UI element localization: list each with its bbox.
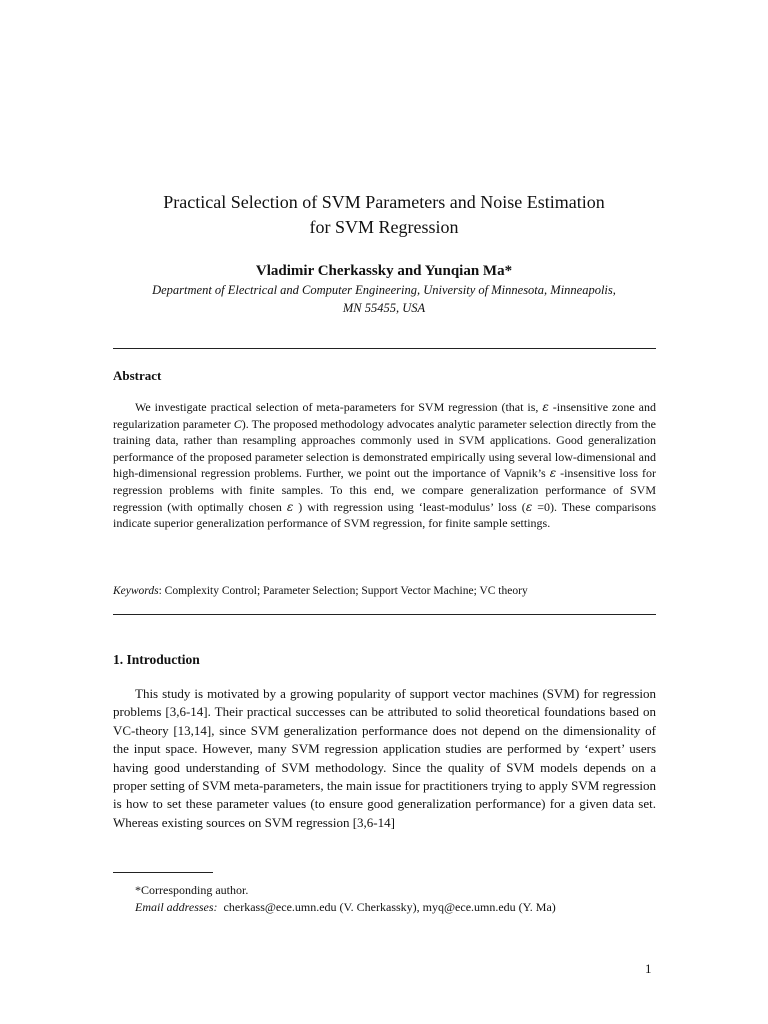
affiliation <box>120 281 648 317</box>
affiliation-line-1: Department of Electrical and Computer Engineering, University of Minnesota, Minneapolis, <box>152 283 616 297</box>
paper-title <box>80 190 688 240</box>
keywords-text: : Complexity Control; Parameter Selection; Support Vector Machine; VC theory <box>158 585 528 597</box>
abstract-part-3: ). The proposed methodology advocates analytic parameter selection directly from the training data, rather than resampling approaches commonly used in SVM applications. Good generalization performance of the proposed parameter selection is demonstrated empirically using several low-dimensional and high-dimensional regression problems. Further, we point out the importance of Vapnik’s <box>113 416 656 481</box>
title-line-1: Practical Selection of SVM Parameters and Noise Estimation <box>163 192 605 212</box>
email-label: Email addresses: <box>135 900 218 914</box>
bottom-rule <box>113 614 656 615</box>
abstract-heading: Abstract <box>113 368 162 383</box>
section-heading-introduction: 1. Introduction <box>113 652 200 667</box>
footnote-corresponding: *Corresponding author. <box>135 883 249 897</box>
parameter-c: C <box>233 416 242 431</box>
top-rule <box>113 348 656 349</box>
title-line-2: for SVM Regression <box>309 217 459 237</box>
footnote-emails <box>135 899 675 916</box>
introduction-body <box>113 685 656 832</box>
keywords <box>113 583 656 599</box>
email-text: cherkass@ece.umn.edu (V. Cherkassky), myq@ece.umn.edu (Y. Ma) <box>217 900 556 914</box>
abstract-part-6: =0). These comparisons indicate superior generalization performance of SVM regression, for finite sample settings. <box>113 499 657 531</box>
page-number: 1 <box>645 961 652 976</box>
keywords-label: Keywords <box>113 585 159 597</box>
authors: Vladimir Cherkassky and Yunqian Ma* <box>255 263 513 279</box>
epsilon-symbol: ε <box>525 499 533 514</box>
abstract-part-2: -insensitive zone and regularization parameter <box>113 400 656 431</box>
abstract-part-5: ) with regression using ‘least-modulus’ loss ( <box>293 499 526 514</box>
abstract-part-4: -insensitive loss for regression problems with finite samples. To this end, we compare generalization performance of SVM regression (with optimally chosen <box>113 466 656 514</box>
epsilon-symbol: ε <box>549 466 557 481</box>
abstract-body <box>113 399 656 532</box>
introduction-text: This study is motivated by a growing popularity of support vector machines (SVM) for regression problems [3,6-14]. Their practical successes can be attributed to solid theoretical foundations based on VC-theory [13,14], since SVM generalization performance does not depend on the dimensionality of the input space. However, many SVM regression application studies are performed by ‘expert’ users having good understanding of SVM methodology. Since the quality of SVM models depends on a proper setting of SVM meta-parameters, the main issue for practitioners trying to apply SVM regression is how to set these parameter values (to ensure good generalization performance) for a given data set. Whereas existing sources on SVM regression [3,6-14] <box>113 686 656 830</box>
epsilon-symbol: ε <box>542 400 549 414</box>
affiliation-line-2: MN 55455, USA <box>342 301 426 315</box>
footnote-rule <box>113 872 213 873</box>
epsilon-symbol: ε <box>286 499 294 514</box>
abstract-part-1: We investigate practical selection of meta-parameters for SVM regression (that is, <box>135 400 543 414</box>
